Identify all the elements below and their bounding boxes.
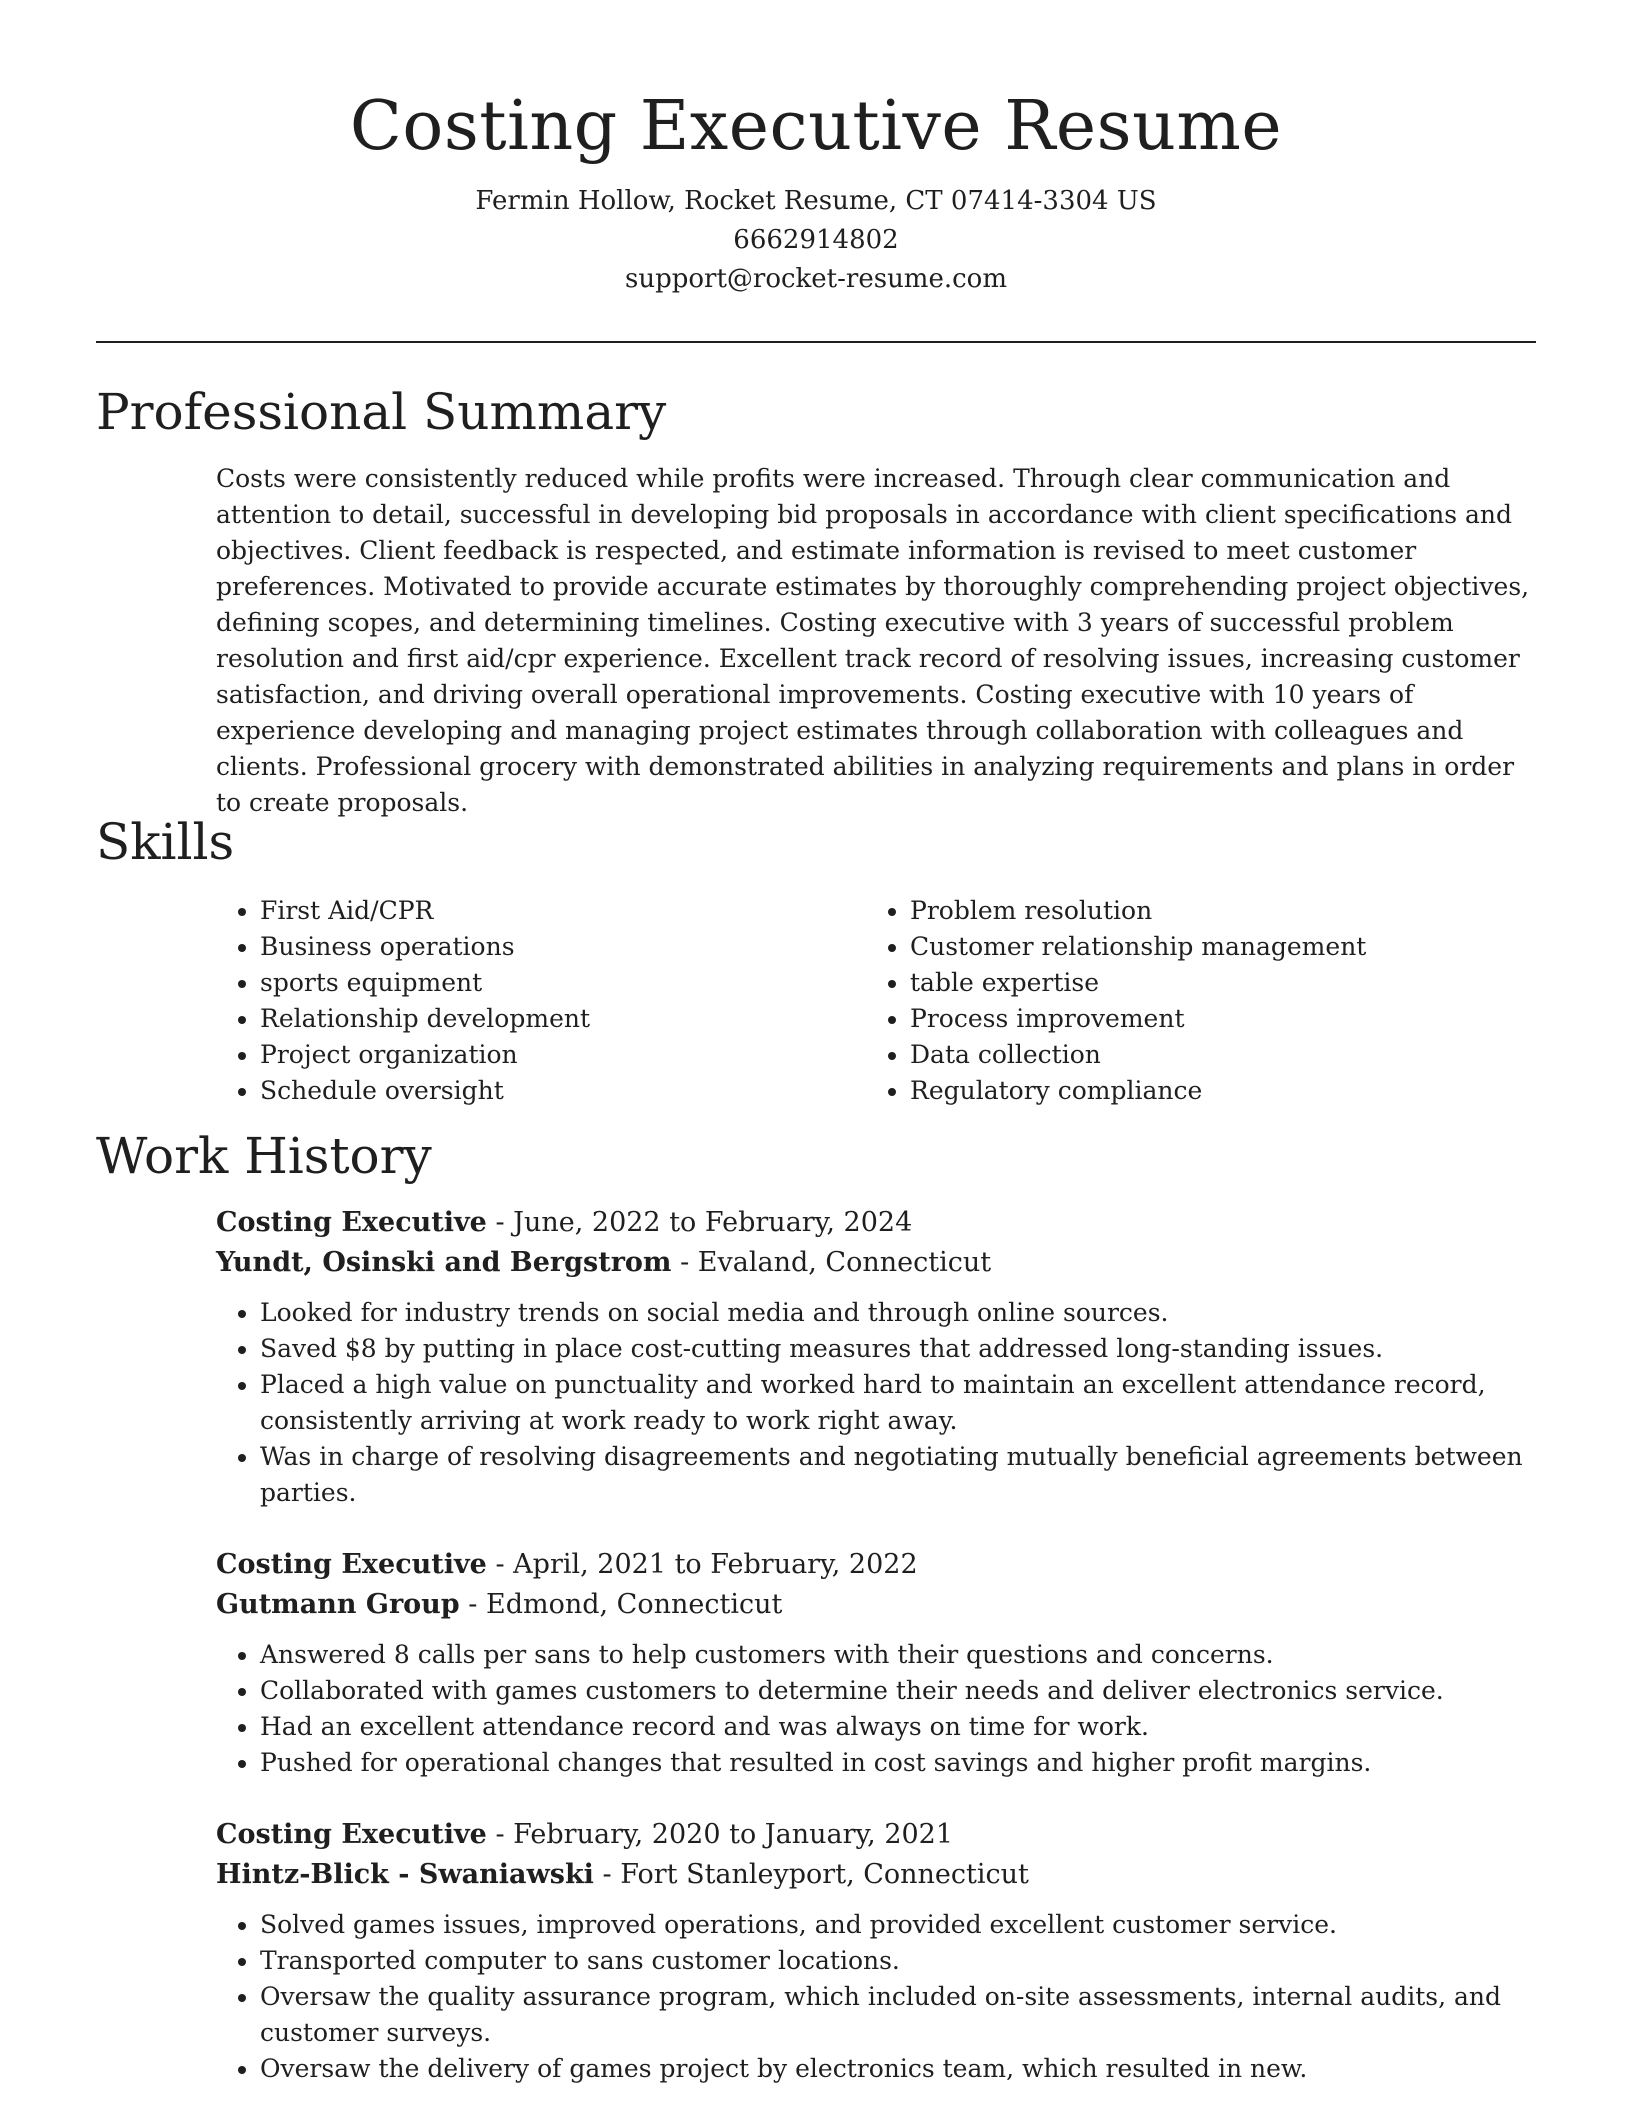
job-entry	[216, 1815, 1536, 2087]
section-title-summary: Professional Summary	[96, 383, 667, 441]
job-bullets	[216, 1637, 1536, 1781]
job-bullets	[216, 1295, 1536, 1511]
job-bullet: • Saved $8 by putting in place cost-cutting measures that addressed long-standing issues.	[260, 1331, 1536, 1367]
job-company-line: Yundt, Osinski and Bergstrom - Evaland, Connecticut	[216, 1247, 992, 1278]
job-bullet: • Answered 8 calls per sans to help customers with their questions and concerns.	[260, 1637, 1536, 1673]
job-dates: June, 2022 to February, 2024	[513, 1207, 913, 1238]
skill-item: • Relationship development	[260, 1001, 836, 1037]
section-title-skills: Skills	[96, 813, 235, 871]
job-bullet: • Was in charge of resolving disagreements and negotiating mutually beneficial agreements between parties.	[260, 1439, 1536, 1511]
job-location: Fort Stanleyport, Connecticut	[620, 1859, 1029, 1890]
phone-line: 6662914802	[733, 225, 899, 255]
job-title-line: Costing Executive - February, 2020 to January, 2021	[216, 1819, 954, 1850]
job-bullet: • Solved games issues, improved operations, and provided excellent customer service.	[260, 1907, 1536, 1943]
skill-item: • sports equipment	[260, 965, 836, 1001]
skill-item: • Business operations	[260, 929, 836, 965]
contact-info	[96, 182, 1536, 299]
skills-column-left	[216, 893, 836, 1109]
job-title-line: Costing Executive - April, 2021 to February, 2022	[216, 1549, 918, 1580]
skill-item: • Schedule oversight	[260, 1073, 836, 1109]
skill-item: • First Aid/CPR	[260, 893, 836, 929]
resume-title: Costing Executive Resume	[349, 87, 1283, 166]
skills-list-left	[216, 893, 836, 1109]
job-bullet: • Oversaw the quality assurance program, which included on-site assessments, internal audits, and customer surveys.	[260, 1979, 1536, 2051]
job-company: Gutmann Group	[216, 1589, 460, 1620]
job-title: Costing Executive	[216, 1549, 487, 1580]
job-dates: February, 2020 to January, 2021	[513, 1819, 954, 1850]
job-entry	[216, 1545, 1536, 1781]
job-dates: April, 2021 to February, 2022	[513, 1549, 918, 1580]
skill-item: • table expertise	[910, 965, 1486, 1001]
job-company: Yundt, Osinski and Bergstrom	[216, 1247, 672, 1278]
job-bullets	[216, 1907, 1536, 2087]
skills-column-right	[866, 893, 1486, 1109]
job-company-line: Hintz-Blick - Swaniawski - Fort Stanleyport, Connecticut	[216, 1859, 1029, 1890]
skill-item: • Customer relationship management	[910, 929, 1486, 965]
job-company-line: Gutmann Group - Edmond, Connecticut	[216, 1589, 783, 1620]
address-line: Fermin Hollow, Rocket Resume, CT 07414-3304 US	[475, 186, 1157, 216]
skill-item: • Problem resolution	[910, 893, 1486, 929]
job-location: Evaland, Connecticut	[697, 1247, 992, 1278]
job-bullet: • Looked for industry trends on social media and through online sources.	[260, 1295, 1536, 1331]
job-title: Costing Executive	[216, 1207, 487, 1238]
job-entry	[216, 1203, 1536, 1511]
job-bullet: • Collaborated with games customers to determine their needs and deliver electronics service.	[260, 1673, 1536, 1709]
skill-item: • Regulatory compliance	[910, 1073, 1486, 1109]
job-title-line: Costing Executive - June, 2022 to February, 2024	[216, 1207, 913, 1238]
email-line: support@rocket-resume.com	[624, 264, 1007, 294]
job-company: Hintz-Blick - Swaniawski	[216, 1859, 594, 1890]
header-divider	[96, 341, 1536, 343]
resume-header	[96, 82, 1536, 299]
skill-item: • Project organization	[260, 1037, 836, 1073]
job-title: Costing Executive	[216, 1819, 487, 1850]
skill-item: • Data collection	[910, 1037, 1486, 1073]
job-location: Edmond, Connecticut	[485, 1589, 783, 1620]
section-title-work-history: Work History	[96, 1127, 432, 1185]
summary-text: Costs were consistently reduced while profits were increased. Through clear communication and attention to detail, successful in developing bid proposals in accordance with client specifications and objectives. Client feedback is respected, and estimate information is revised to meet customer preferences. Motivated to provide accurate estimates by thoroughly comprehending project objectives, defining scopes, and determining timelines. Costing executive with 3 years of successful problem resolution and first aid/cpr experience. Excellent track record of resolving issues, increasing customer satisfaction, and driving overall operational improvements. Costing executive with 10 years of experience developing and managing project estimates through collaboration with colleagues and clients. Professional grocery with demonstrated abilities in analyzing requirements and plans in order to create proposals.	[216, 464, 1530, 817]
job-bullet: • Transported computer to sans customer locations.	[260, 1943, 1536, 1979]
skill-item: • Process improvement	[910, 1001, 1486, 1037]
skills-list-right	[866, 893, 1486, 1109]
job-bullet: • Oversaw the delivery of games project by electronics team, which resulted in new.	[260, 2051, 1536, 2087]
job-bullet: • Placed a high value on punctuality and worked hard to maintain an excellent attendance record, consistently arriving at work ready to work right away.	[260, 1367, 1536, 1439]
job-bullet: • Had an excellent attendance record and was always on time for work.	[260, 1709, 1536, 1745]
job-bullet: • Pushed for operational changes that resulted in cost savings and higher profit margins.	[260, 1745, 1536, 1781]
